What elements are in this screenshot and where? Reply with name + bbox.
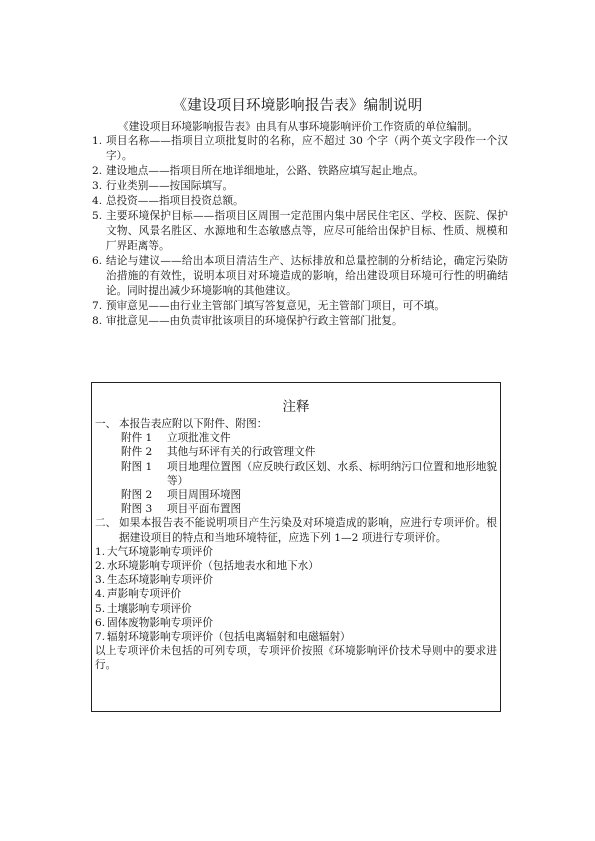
section-text: 如果本报告表不能说明项目产生污染及对环境造成的影响，应进行专项评价。根据建设项目的特点和当地环境特征，应选下列 1—2 项进行专项评价。 xyxy=(119,517,497,544)
list-item xyxy=(92,314,508,329)
item-text: 总投资——指项目投资总额。 xyxy=(106,195,244,207)
topic-row xyxy=(95,616,497,630)
attachment-text: 项目平面布置图 xyxy=(167,503,242,516)
list-item xyxy=(92,179,508,194)
attachment-label: 附图 2 xyxy=(121,489,153,502)
item-text: 项目名称——指项目立项批复时的名称，应不超过 30 个字（两个英文字段作一个汉字）。 xyxy=(106,135,508,162)
notes-section-1 xyxy=(95,417,497,431)
attachment-label: 附件 1 xyxy=(121,432,153,445)
item-number: 6. xyxy=(92,255,103,267)
topic-text: 辐射环境影响专项评价（包括电离辐射和电磁辐射） xyxy=(107,631,351,644)
attachment-text: 其他与环评有关的行政管理文件 xyxy=(167,446,316,459)
attachment-text: 项目周围环境图 xyxy=(167,489,242,502)
item-text: 建设地点——指项目所在地详细地址，公路、铁路应填写起止地点。 xyxy=(106,165,424,177)
item-number: 4. xyxy=(92,195,103,207)
attachment-row xyxy=(121,502,497,516)
topic-row xyxy=(95,587,497,601)
special-assessment-list xyxy=(95,545,497,644)
list-item xyxy=(92,164,508,179)
list-item xyxy=(92,299,508,314)
item-text: 结论与建议——给出本项目清洁生产、达标排放和总量控制的分析结论，确定污染防治措施的有效性，说明本项目对环境造成的影响，给出建设项目环境可行性的明确结论。同时提出减少环境影响的其他建议。 xyxy=(106,255,508,297)
item-number: 1. xyxy=(92,135,103,147)
topic-number: 4. xyxy=(95,588,106,601)
item-text: 审批意见——由负责审批该项目的环境保护行政主管部门批复。 xyxy=(106,315,403,327)
attachment-row xyxy=(121,460,497,488)
topic-number: 6. xyxy=(95,616,106,629)
notes-box xyxy=(91,382,501,712)
topic-text: 水环境影响专项评价（包括地表水和地下水） xyxy=(107,560,319,573)
item-number: 5. xyxy=(92,210,103,222)
topic-number: 5. xyxy=(95,602,106,615)
item-number: 3. xyxy=(92,180,103,192)
list-item xyxy=(92,194,508,209)
topic-text: 固体废物影响专项评价 xyxy=(107,616,213,629)
topic-number: 7. xyxy=(95,631,106,644)
notes-title: 注释 xyxy=(282,399,310,415)
section-number: 二、 xyxy=(95,517,117,530)
topic-row xyxy=(95,602,497,616)
attachment-list xyxy=(95,431,497,516)
page-title: 《建设项目环境影响报告表》编制说明 xyxy=(172,98,423,114)
instruction-list xyxy=(92,134,508,329)
notes-body xyxy=(95,417,497,673)
list-item xyxy=(92,254,508,299)
section-text: 本报告表应附以下附件、附图： xyxy=(119,418,268,430)
item-text: 主要环境保护目标——指项目区周围一定范围内集中居民住宅区、学校、医院、保护文物、风景名胜区、水源地和生态敏感点等，应尽可能给出保护目标、性质、规模和厂界距离等。 xyxy=(106,210,508,252)
attachment-text: 项目地理位置图（应反映行政区划、水系、标明纳污口位置和地形地貌等） xyxy=(167,460,497,487)
attachment-text: 立项批准文件 xyxy=(167,432,231,445)
topic-row xyxy=(95,559,497,573)
notes-section-2 xyxy=(95,516,497,544)
topic-number: 1. xyxy=(95,545,106,558)
attachment-row xyxy=(121,445,497,459)
topic-text: 大气环境影响专项评价 xyxy=(107,545,213,558)
item-text: 行业类别——按国际填写。 xyxy=(106,180,234,192)
attachment-label: 附图 1 xyxy=(121,460,153,473)
item-number: 8. xyxy=(92,315,103,327)
topic-text: 土壤影响专项评价 xyxy=(107,602,192,615)
list-item xyxy=(92,134,508,164)
topic-number: 3. xyxy=(95,574,106,587)
attachment-row xyxy=(121,431,497,445)
attachment-label: 附图 3 xyxy=(121,503,153,516)
section-number: 一、 xyxy=(95,418,117,430)
topic-row xyxy=(95,573,497,587)
intro-paragraph: 《建设项目环境影响报告表》由具有从事环境影响评价工作资质的单位编制。 xyxy=(118,121,479,133)
topic-number: 2. xyxy=(95,560,106,573)
topic-text: 生态环境影响专项评价 xyxy=(107,574,213,587)
topic-row xyxy=(95,630,497,644)
closing-text: 以上专项评价未包括的可列专项，专项评价按照《环境影响评价技术导则中的要求进行。 xyxy=(95,645,497,672)
topic-text: 声影响专项评价 xyxy=(107,588,182,601)
item-text: 预审意见——由行业主管部门填写答复意见，无主管部门项目，可不填。 xyxy=(106,300,445,312)
item-number: 2. xyxy=(92,165,103,177)
attachment-label: 附件 2 xyxy=(121,446,153,459)
list-item xyxy=(92,209,508,254)
attachment-row xyxy=(121,488,497,502)
item-number: 7. xyxy=(92,300,103,312)
topic-row xyxy=(95,545,497,559)
